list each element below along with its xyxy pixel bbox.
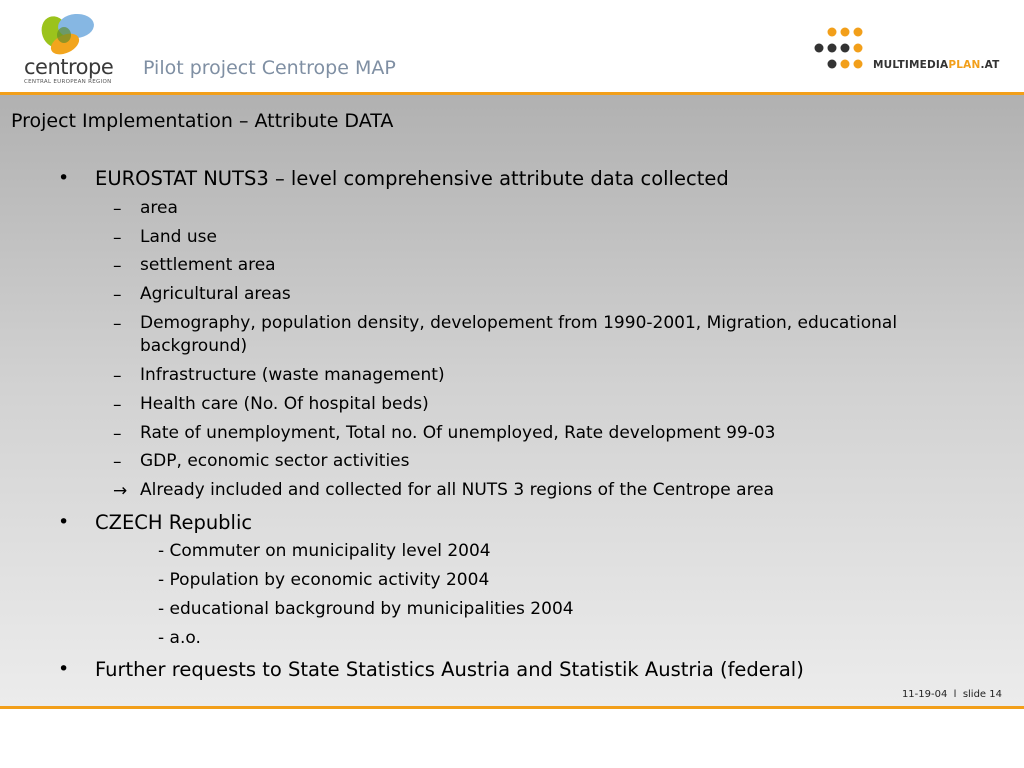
bullet-marker: • [58, 511, 70, 533]
subitem-gdp: GDP, economic sector activities [140, 451, 410, 471]
bullet-marker: • [58, 658, 70, 680]
bullet-eurostat: EUROSTAT NUTS3 – level comprehensive attribute data collected [95, 167, 729, 190]
czech-item-population: - Population by economic activity 2004 [158, 570, 490, 590]
footer-divider [0, 706, 1024, 709]
sub-marker: – [113, 256, 122, 276]
slide-content [0, 95, 1024, 706]
czech-item-education: - educational background by municipalities 2004 [158, 599, 574, 619]
mmp-plan: PLAN [948, 59, 981, 71]
arrow-right-icon: → [113, 481, 128, 501]
subitem-land-use: Land use [140, 227, 217, 247]
slide-header [0, 0, 1024, 93]
subitem-area: area [140, 198, 178, 218]
sub-marker: – [113, 314, 122, 334]
sub-marker: – [113, 285, 122, 305]
subitem-already-included: Already included and collected for all NUTS 3 regions of the Centrope area [140, 480, 775, 500]
sub-marker: – [113, 199, 122, 219]
subitem-infrastructure: Infrastructure (waste management) [140, 365, 445, 385]
czech-item-ao: - a.o. [158, 628, 201, 648]
sub-marker: – [113, 395, 122, 415]
page-title: Pilot project Centrope MAP [143, 57, 396, 79]
slide-footer: 11-19-04 l slide 14 [901, 689, 1002, 700]
sub-marker: – [113, 452, 122, 472]
bullet-further-requests: Further requests to State Statistics Austria and Statistik Austria (federal) [95, 658, 804, 681]
mmp-suffix: .AT [980, 59, 1000, 71]
multimediaplan-wordmark [873, 59, 1000, 71]
bullet-marker: • [58, 167, 70, 189]
subitem-demography: Demography, population density, developement from 1990-2001, Migration, educational background) [140, 313, 898, 356]
centrope-subtitle: CENTRAL EUROPEAN REGION [24, 79, 112, 85]
section-title: Project Implementation – Attribute DATA [11, 110, 394, 132]
czech-item-commuter: - Commuter on municipality level 2004 [158, 541, 491, 561]
sub-marker: – [113, 228, 122, 248]
sub-marker: – [113, 366, 122, 386]
subitem-agricultural-areas: Agricultural areas [140, 284, 291, 304]
subitem-settlement-area: settlement area [140, 255, 276, 275]
subitem-health-care: Health care (No. Of hospital beds) [140, 394, 429, 414]
mmp-prefix: MULTIMEDIA [873, 59, 949, 71]
sub-marker: – [113, 424, 122, 444]
bullet-czech-republic: CZECH Republic [95, 511, 253, 534]
centrope-wordmark: centrope [24, 55, 114, 79]
subitem-unemployment: Rate of unemployment, Total no. Of unemployed, Rate development 99-03 [140, 423, 776, 443]
